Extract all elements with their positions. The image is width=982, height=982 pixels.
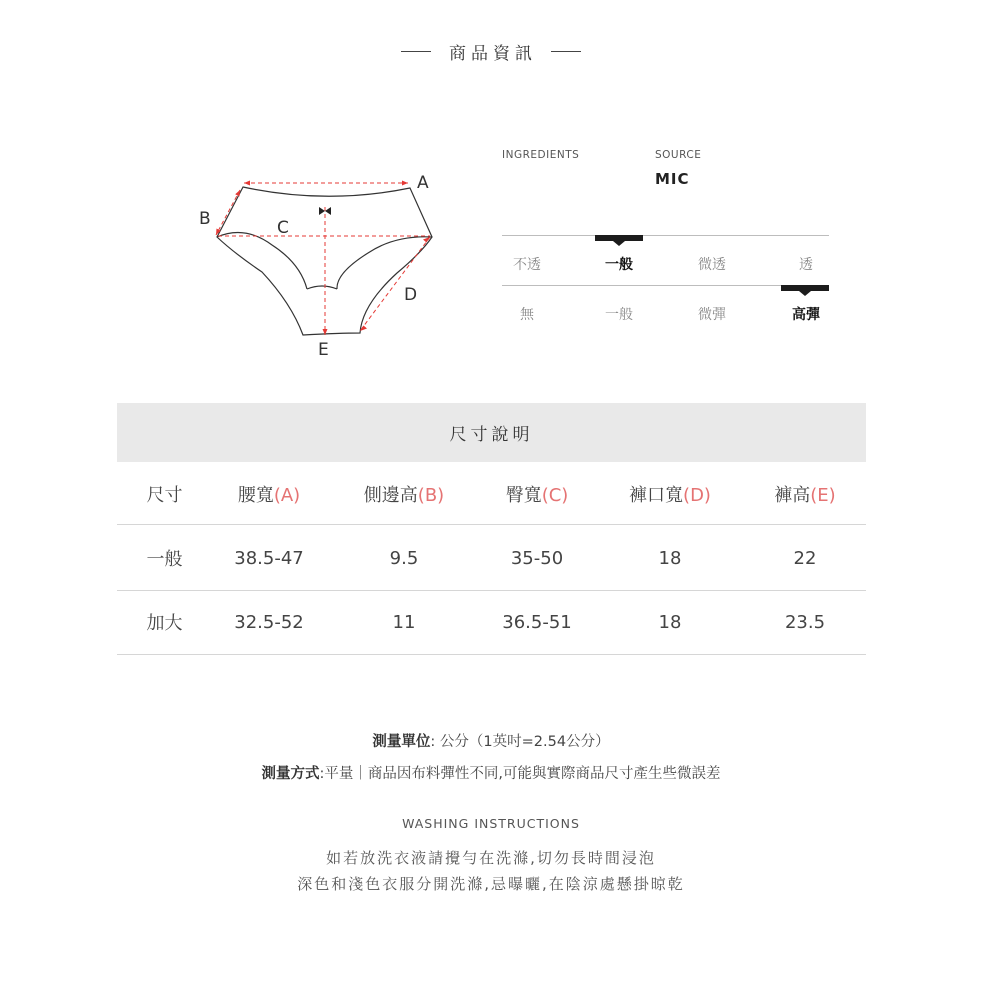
diagram-labels [199,173,429,360]
source-label: SOURCE [655,149,702,161]
header-leg-opening: 褲口寬(D) [629,485,711,506]
table-divider [117,654,866,655]
left-leg-curve [217,233,307,290]
row-normal-hip: 35-50 [510,547,564,569]
transparency-option-normal: 一般 [605,257,633,273]
table-row [117,542,866,574]
elasticity-scale-line [502,285,829,286]
table-divider [117,590,866,591]
right-leg-curve [337,237,432,289]
measure-unit-label: 測量單位 [372,734,431,750]
measure-method-note [0,762,982,783]
measure-arrowheads [216,181,430,336]
source-value: MIC [655,170,690,188]
transparency-scale-line [502,235,829,236]
size-table-banner [117,403,866,462]
side-measure-line [216,190,240,235]
label-b: B [199,209,211,229]
size-table-title: 尺寸說明 [449,425,534,445]
table-row [117,606,866,638]
header-rise: 褲高(E) [774,485,836,506]
elasticity-option-slight: 微彈 [698,307,726,323]
table-divider [117,524,866,525]
elasticity-marker-tip [799,291,811,296]
header-side-height: 側邊高(B) [363,485,445,506]
elasticity-option-normal: 一般 [605,307,633,323]
row-normal-side-height: 9.5 [389,547,419,569]
label-a: A [417,173,429,193]
header-size: 尺寸 [146,485,183,506]
title-left-rule [401,51,431,52]
row-normal-size: 一般 [146,549,183,570]
row-normal-rise: 22 [793,547,817,569]
row-large-side-height: 11 [392,611,416,633]
elasticity-option-none: 無 [520,307,534,323]
row-normal-waist: 38.5-47 [234,547,304,569]
ingredients-label: INGREDIENTS [502,149,580,161]
row-large-leg-opening: 18 [658,611,682,633]
label-c: C [277,218,289,238]
page-title: 商品資訊 [449,43,537,64]
transparency-option-sheer: 透 [799,257,813,273]
elasticity-option-high: 高彈 [792,307,820,323]
row-large-rise: 23.5 [784,611,826,633]
row-large-hip: 36.5-51 [502,611,572,633]
section-header [0,36,982,66]
row-large-waist: 32.5-52 [234,611,304,633]
measure-method-text: :平量｜商品因布料彈性不同,可能與實際商品尺寸產生些微誤差 [319,766,721,782]
washing-title: WASHING INSTRUCTIONS [402,816,580,831]
header-hip: 臀寬(C) [505,485,569,506]
row-normal-leg-opening: 18 [658,547,682,569]
garment-diagram [190,165,450,365]
washing-line-1: 如若放洗衣液請攪勻在洗滌,切勿長時間浸泡 [326,849,656,867]
measure-method-label: 測量方式 [261,766,320,782]
measure-unit-text: : 公分（1英吋=2.54公分） [430,734,610,750]
measure-unit-note [0,730,982,751]
transparency-option-none: 不透 [513,257,541,273]
label-d: D [404,285,418,305]
header-waist: 腰寬(A) [237,485,301,506]
transparency-option-slight: 微透 [698,257,726,273]
measure-lines [216,183,430,335]
row-large-size: 加大 [146,613,183,634]
washing-line-2: 深色和淺色衣服分開洗滌,忌曝曬,在陰涼處懸掛晾乾 [297,875,685,893]
label-e: E [318,340,329,360]
transparency-marker-tip [613,241,625,246]
size-table-header-row [117,478,866,510]
title-right-rule [551,51,581,52]
gusset-line [307,286,337,289]
